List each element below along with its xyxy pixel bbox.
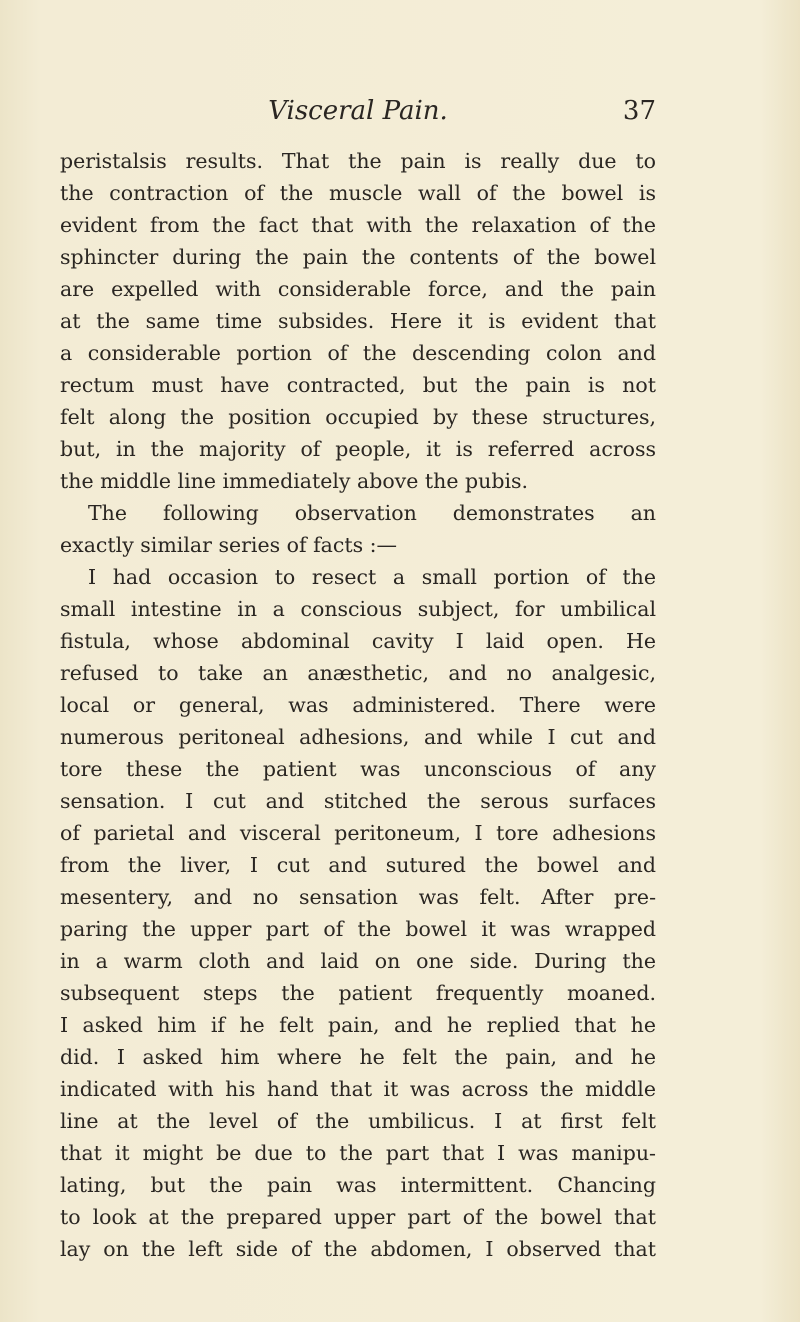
text-line: did. I asked him where he felt the pain, and he bbox=[60, 1045, 656, 1069]
text-line: of parietal and visceral peritoneum, I tore adhesions bbox=[60, 821, 656, 845]
text-line: a considerable portion of the descending colon and bbox=[60, 341, 656, 365]
text-line: the middle line immediately above the pubis. bbox=[60, 469, 529, 493]
text-line: fistula, whose abdominal cavity I laid open. He bbox=[60, 629, 656, 653]
text-line: in a warm cloth and laid on one side. During the bbox=[60, 949, 656, 973]
text-line: but, in the majority of people, it is referred across bbox=[60, 437, 656, 461]
text-line: The following observation demonstrates an bbox=[88, 501, 656, 525]
text-line: indicated with his hand that it was across the middle bbox=[60, 1077, 656, 1101]
text-line: at the same time subsides. Here it is evident that bbox=[60, 309, 656, 333]
text-line: local or general, was administered. There were bbox=[60, 693, 656, 717]
text-line: lating, but the pain was intermittent. Chancing bbox=[60, 1173, 656, 1197]
text-line: line at the level of the umbilicus. I at first felt bbox=[60, 1109, 656, 1133]
text-line: to look at the prepared upper part of the bowel that bbox=[60, 1205, 656, 1229]
text-line: felt along the position occupied by these structures, bbox=[60, 405, 656, 429]
text-line: evident from the fact that with the relaxation of the bbox=[60, 213, 656, 237]
text-line: sensation. I cut and stitched the serous surfaces bbox=[60, 789, 656, 813]
text-line: small intestine in a conscious subject, for umbilical bbox=[60, 597, 656, 621]
body-text bbox=[60, 145, 656, 1265]
text-line: refused to take an anæsthetic, and no analgesic, bbox=[60, 661, 656, 685]
page-header bbox=[60, 92, 656, 132]
text-line: from the liver, I cut and sutured the bowel and bbox=[60, 853, 656, 877]
text-line: numerous peritoneal adhesions, and while I cut and bbox=[60, 725, 656, 749]
text-line: that it might be due to the part that I was manipu- bbox=[60, 1141, 656, 1165]
text-line: rectum must have contracted, but the pain is not bbox=[60, 373, 656, 397]
text-line: subsequent steps the patient frequently moaned. bbox=[60, 981, 656, 1005]
text-line: tore these the patient was unconscious of any bbox=[60, 757, 656, 781]
page-number: 37 bbox=[622, 96, 656, 126]
text-line: paring the upper part of the bowel it was wrapped bbox=[60, 917, 656, 941]
text-line: peristalsis results. That the pain is really due to bbox=[60, 149, 656, 173]
text-line: sphincter during the pain the contents of the bowel bbox=[60, 245, 656, 269]
text-line: I asked him if he felt pain, and he replied that he bbox=[60, 1013, 656, 1037]
text-line: exactly similar series of facts :— bbox=[60, 533, 398, 557]
running-head: Visceral Pain. bbox=[268, 96, 448, 126]
text-line: mesentery, and no sensation was felt. After pre- bbox=[60, 885, 656, 909]
text-line: I had occasion to resect a small portion of the bbox=[88, 565, 656, 589]
text-line: the contraction of the muscle wall of the bowel is bbox=[60, 181, 656, 205]
text-line: lay on the left side of the abdomen, I observed that bbox=[60, 1237, 656, 1261]
text-line: are expelled with considerable force, and the pain bbox=[60, 277, 656, 301]
